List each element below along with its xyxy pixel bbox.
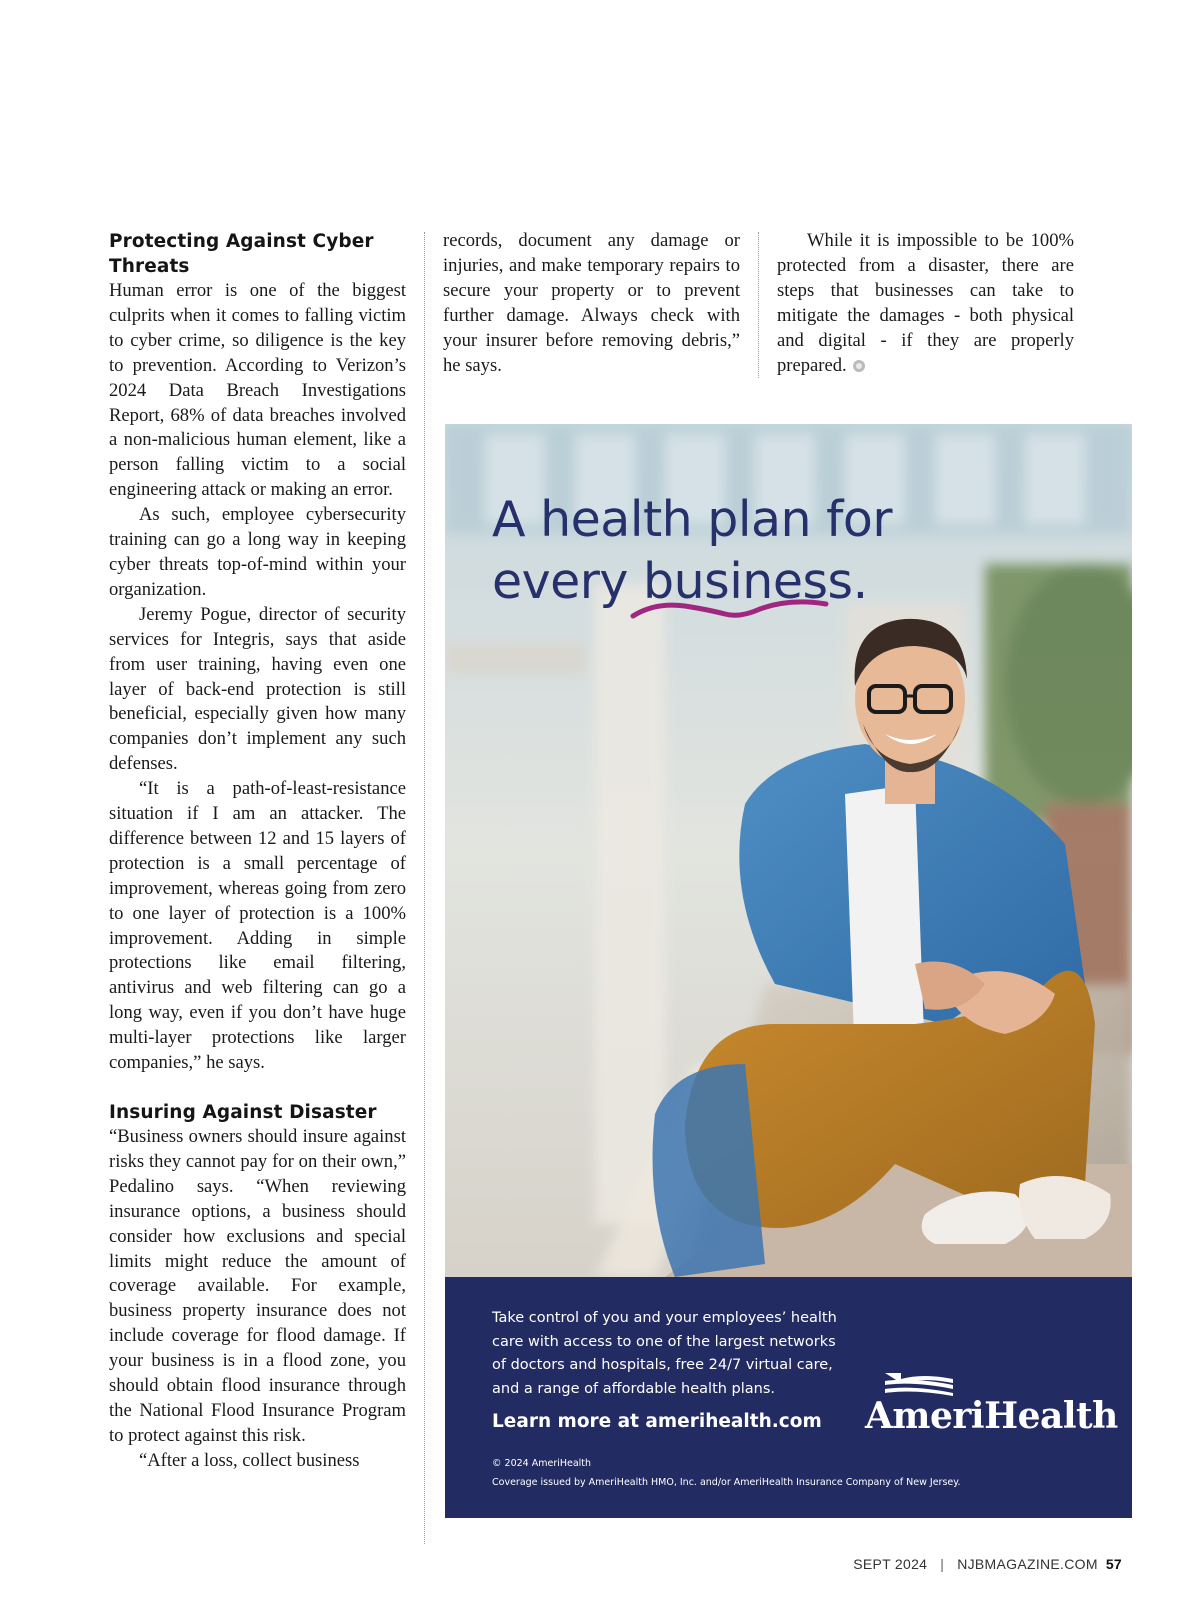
page-footer: [853, 1556, 1122, 1572]
ad-copyright: © 2024 AmeriHealth: [492, 1458, 592, 1469]
closing-paragraph-text: While it is impossible to be 100% protected from a disaster, there are steps that businesses can take to mitigate the damages - both physical and digital - if they are properly prepared.: [777, 230, 1074, 376]
footer-site: NJBMAGAZINE.COM: [957, 1556, 1098, 1572]
article-column-2: [443, 229, 740, 378]
ad-photo: [445, 424, 1132, 1277]
footer-separator: |: [940, 1556, 945, 1572]
article-paragraph: “It is a path-of-least-resistance situation if I am an attacker. The difference between 12 and 15 layers of protection is a small percentage of improvement, whereas going from zero to one layer of protection is a 100% improvement. Adding in simple protections like email filtering, antivirus and web filtering can go a long way, even if you don’t have huge multi-layer protections like larger companies,” he says.: [109, 778, 406, 1074]
column-divider: [424, 232, 425, 1544]
section-heading-insuring-disaster: Insuring Against Disaster: [109, 1102, 377, 1123]
ad-headline-line-2: every business.: [492, 553, 868, 610]
ad-coverage-note: Coverage issued by AmeriHealth HMO, Inc. and/or AmeriHealth Insurance Company of New Jersey.: [492, 1477, 961, 1488]
amerihealth-wordmark: AmeriHealth: [865, 1395, 1118, 1437]
article-paragraph: records, document any damage or injuries, and make temporary repairs to secure your property or to prevent further damage. Always check with your insurer before removing debris,” he says.: [443, 230, 740, 376]
page-number: 57: [1105, 1556, 1122, 1572]
flag-icon: [883, 1371, 955, 1397]
article-column-1: [109, 229, 406, 1474]
footer-issue: SEPT 2024: [853, 1556, 928, 1572]
ad-headline-line-1: A health plan for: [492, 491, 893, 548]
ad-cta-link[interactable]: Learn more at amerihealth.com: [492, 1411, 822, 1432]
ad-body-text: Take control of you and your employees’ health care with access to one of the largest networks of doctors and hospitals, free 24/7 virtual care, and a range of affordable health plans.: [492, 1310, 837, 1397]
article-paragraph: Human error is one of the biggest culprits when it comes to falling victim to cyber crime, so diligence is the key to prevention. According to Verizon’s 2024 Data Breach Investigations Report, 68% of data breaches involved a non-malicious human element, like a person falling victim to a social engineering attack or making an error.: [109, 280, 406, 501]
article-paragraph: “Business owners should insure against risks they cannot pay for on their own,” Pedalino says. “When reviewing insurance options, a business should consider how exclusions and special limits might reduce the amount of coverage available. For example, business property insurance does not include coverage for flood damage. If your business is in a flood zone, you should obtain flood insurance through the National Flood Insurance Program to protect against this risk.: [109, 1126, 406, 1446]
swoosh-underline-icon: [630, 592, 830, 622]
end-of-article-icon: [853, 360, 865, 372]
ad-info-panel: [445, 1277, 1132, 1518]
article-paragraph: [777, 229, 1074, 378]
article-paragraph: “After a loss, collect business: [139, 1449, 360, 1471]
amerihealth-logo: [865, 1371, 1118, 1441]
article-paragraph: Jeremy Pogue, director of security services for Integris, says that aside from user training, having even one layer of back-end protection is still beneficial, especially given how many companies don’t implement any such defenses.: [109, 603, 406, 775]
amerihealth-advertisement[interactable]: [445, 424, 1132, 1518]
column-divider: [758, 232, 759, 378]
article-column-3: [777, 229, 1074, 378]
article-paragraph: As such, employee cybersecurity training can go a long way in keeping cyber threats top-of-mind within your organization.: [109, 504, 406, 600]
section-heading-cyber-threats: Protecting Against Cyber Threats: [109, 231, 374, 277]
